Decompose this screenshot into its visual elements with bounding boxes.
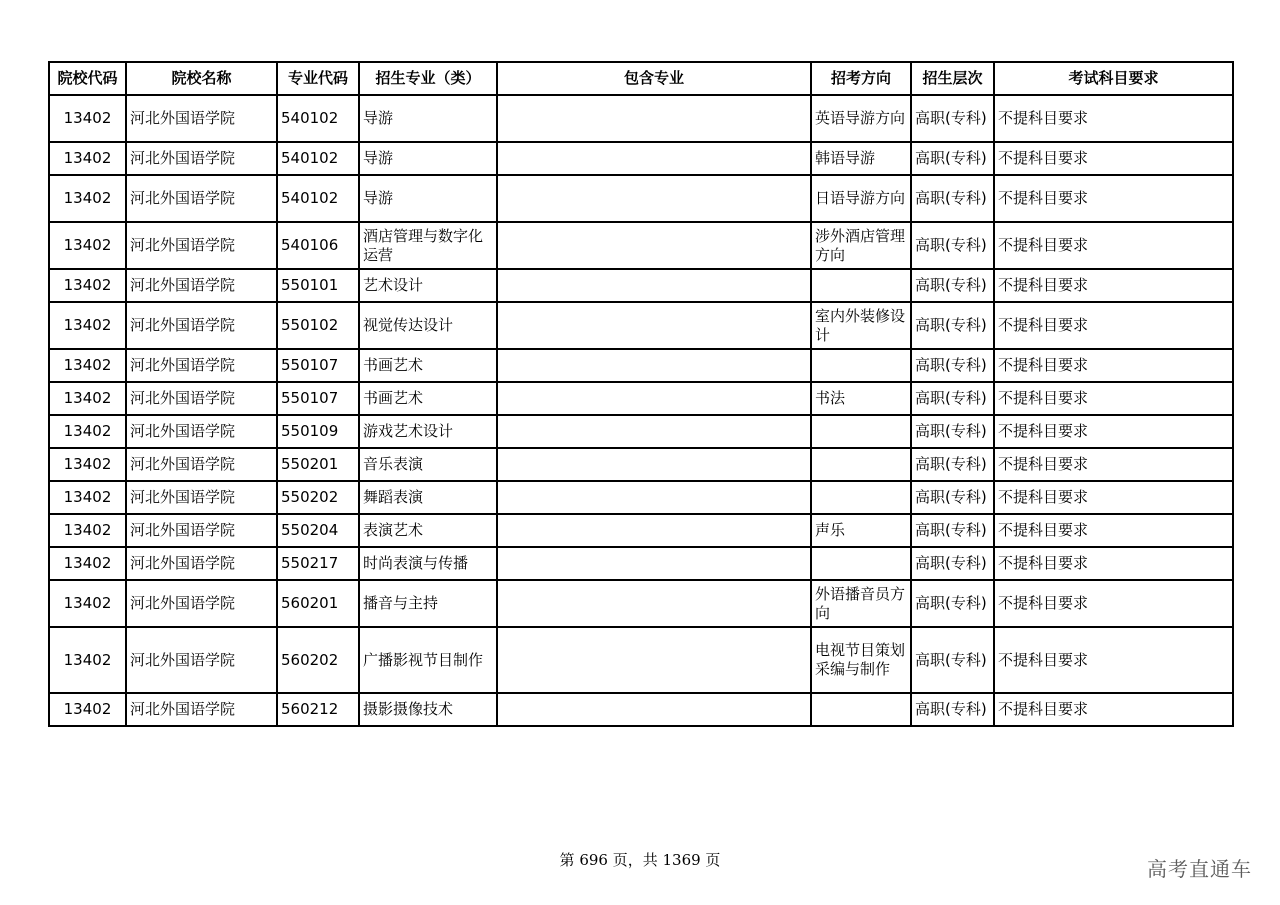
- cell-included-majors: [497, 547, 811, 580]
- cell-major: 表演艺术: [359, 514, 497, 547]
- table-body: [49, 95, 1233, 726]
- table-row: [49, 142, 1233, 175]
- header-direction: 招考方向: [811, 62, 911, 95]
- cell-direction: 外语播音员方向: [811, 580, 911, 627]
- cell-included-majors: [497, 627, 811, 693]
- table-row: [49, 448, 1233, 481]
- cell-included-majors: [497, 382, 811, 415]
- cell-major-code: 550101: [277, 269, 359, 302]
- admissions-table: [48, 61, 1234, 727]
- header-school-name: 院校名称: [126, 62, 277, 95]
- cell-major: 导游: [359, 142, 497, 175]
- page-number: 第 696 页，共 1369 页: [559, 851, 721, 869]
- cell-level: 高职(专科): [911, 382, 994, 415]
- cell-direction: [811, 547, 911, 580]
- cell-school-name: 河北外国语学院: [126, 349, 277, 382]
- cell-school-name: 河北外国语学院: [126, 481, 277, 514]
- table-row: [49, 627, 1233, 693]
- table-row: [49, 547, 1233, 580]
- cell-major: 播音与主持: [359, 580, 497, 627]
- cell-direction: [811, 415, 911, 448]
- cell-requirement: 不提科目要求: [994, 95, 1233, 142]
- cell-school-name: 河北外国语学院: [126, 382, 277, 415]
- cell-major: 酒店管理与数字化运营: [359, 222, 497, 269]
- header-requirement: 考试科目要求: [994, 62, 1233, 95]
- cell-requirement: 不提科目要求: [994, 382, 1233, 415]
- cell-requirement: 不提科目要求: [994, 142, 1233, 175]
- cell-school-name: 河北外国语学院: [126, 547, 277, 580]
- cell-requirement: 不提科目要求: [994, 349, 1233, 382]
- cell-school-name: 河北外国语学院: [126, 142, 277, 175]
- cell-school-name: 河北外国语学院: [126, 175, 277, 222]
- cell-school-code: 13402: [49, 627, 126, 693]
- cell-school-code: 13402: [49, 415, 126, 448]
- cell-requirement: 不提科目要求: [994, 415, 1233, 448]
- cell-requirement: 不提科目要求: [994, 302, 1233, 349]
- cell-school-code: 13402: [49, 142, 126, 175]
- cell-major-code: 540102: [277, 175, 359, 222]
- cell-direction: 声乐: [811, 514, 911, 547]
- cell-level: 高职(专科): [911, 547, 994, 580]
- cell-major-code: 550201: [277, 448, 359, 481]
- cell-major-code: 550202: [277, 481, 359, 514]
- watermark-text: 高考直通车: [1147, 857, 1252, 881]
- cell-level: 高职(专科): [911, 175, 994, 222]
- cell-level: 高职(专科): [911, 142, 994, 175]
- cell-school-code: 13402: [49, 349, 126, 382]
- header-major-code: 专业代码: [277, 62, 359, 95]
- cell-requirement: 不提科目要求: [994, 481, 1233, 514]
- cell-level: 高职(专科): [911, 627, 994, 693]
- cell-direction: 电视节目策划采编与制作: [811, 627, 911, 693]
- cell-school-name: 河北外国语学院: [126, 222, 277, 269]
- cell-school-code: 13402: [49, 514, 126, 547]
- cell-level: 高职(专科): [911, 222, 994, 269]
- table-row: [49, 415, 1233, 448]
- cell-major-code: 560202: [277, 627, 359, 693]
- cell-major-code: 550102: [277, 302, 359, 349]
- cell-included-majors: [497, 693, 811, 726]
- cell-level: 高职(专科): [911, 415, 994, 448]
- cell-major-code: 550109: [277, 415, 359, 448]
- cell-school-name: 河北外国语学院: [126, 693, 277, 726]
- table-row: [49, 580, 1233, 627]
- cell-major: 导游: [359, 175, 497, 222]
- cell-major-code: 550204: [277, 514, 359, 547]
- cell-major: 舞蹈表演: [359, 481, 497, 514]
- table-row: [49, 222, 1233, 269]
- cell-included-majors: [497, 95, 811, 142]
- cell-level: 高职(专科): [911, 349, 994, 382]
- cell-direction: [811, 448, 911, 481]
- cell-school-name: 河北外国语学院: [126, 448, 277, 481]
- cell-requirement: 不提科目要求: [994, 514, 1233, 547]
- cell-direction: [811, 269, 911, 302]
- cell-direction: 日语导游方向: [811, 175, 911, 222]
- cell-included-majors: [497, 415, 811, 448]
- cell-requirement: 不提科目要求: [994, 547, 1233, 580]
- header-level: 招生层次: [911, 62, 994, 95]
- table-row: [49, 481, 1233, 514]
- cell-school-code: 13402: [49, 175, 126, 222]
- cell-major: 广播影视节目制作: [359, 627, 497, 693]
- cell-school-code: 13402: [49, 382, 126, 415]
- table-header-row: [49, 62, 1233, 95]
- cell-direction: [811, 349, 911, 382]
- admissions-table-container: [48, 61, 1232, 727]
- cell-school-code: 13402: [49, 693, 126, 726]
- cell-direction: 英语导游方向: [811, 95, 911, 142]
- cell-included-majors: [497, 580, 811, 627]
- table-row: [49, 382, 1233, 415]
- cell-major: 视觉传达设计: [359, 302, 497, 349]
- cell-level: 高职(专科): [911, 269, 994, 302]
- cell-school-name: 河北外国语学院: [126, 302, 277, 349]
- cell-major: 游戏艺术设计: [359, 415, 497, 448]
- cell-level: 高职(专科): [911, 693, 994, 726]
- cell-level: 高职(专科): [911, 95, 994, 142]
- cell-major: 导游: [359, 95, 497, 142]
- cell-school-name: 河北外国语学院: [126, 269, 277, 302]
- cell-school-name: 河北外国语学院: [126, 514, 277, 547]
- cell-included-majors: [497, 448, 811, 481]
- cell-school-code: 13402: [49, 481, 126, 514]
- cell-school-code: 13402: [49, 95, 126, 142]
- cell-school-name: 河北外国语学院: [126, 415, 277, 448]
- cell-major: 摄影摄像技术: [359, 693, 497, 726]
- table-row: [49, 95, 1233, 142]
- cell-major: 音乐表演: [359, 448, 497, 481]
- table-row: [49, 302, 1233, 349]
- cell-direction: [811, 481, 911, 514]
- cell-school-code: 13402: [49, 547, 126, 580]
- cell-direction: 涉外酒店管理方向: [811, 222, 911, 269]
- cell-requirement: 不提科目要求: [994, 693, 1233, 726]
- table-row: [49, 269, 1233, 302]
- cell-direction: 书法: [811, 382, 911, 415]
- cell-included-majors: [497, 269, 811, 302]
- table-row: [49, 349, 1233, 382]
- cell-included-majors: [497, 302, 811, 349]
- cell-requirement: 不提科目要求: [994, 175, 1233, 222]
- table-row: [49, 175, 1233, 222]
- cell-major: 艺术设计: [359, 269, 497, 302]
- cell-requirement: 不提科目要求: [994, 627, 1233, 693]
- table-row: [49, 514, 1233, 547]
- cell-major-code: 550107: [277, 382, 359, 415]
- cell-requirement: 不提科目要求: [994, 222, 1233, 269]
- cell-major: 书画艺术: [359, 349, 497, 382]
- cell-included-majors: [497, 142, 811, 175]
- cell-school-code: 13402: [49, 448, 126, 481]
- cell-major-code: 560212: [277, 693, 359, 726]
- cell-direction: [811, 693, 911, 726]
- cell-school-code: 13402: [49, 302, 126, 349]
- cell-level: 高职(专科): [911, 448, 994, 481]
- cell-level: 高职(专科): [911, 481, 994, 514]
- cell-level: 高职(专科): [911, 514, 994, 547]
- cell-major: 书画艺术: [359, 382, 497, 415]
- cell-included-majors: [497, 514, 811, 547]
- table-row: [49, 693, 1233, 726]
- cell-school-name: 河北外国语学院: [126, 580, 277, 627]
- cell-school-code: 13402: [49, 222, 126, 269]
- cell-level: 高职(专科): [911, 580, 994, 627]
- cell-requirement: 不提科目要求: [994, 269, 1233, 302]
- header-included-majors: 包含专业: [497, 62, 811, 95]
- cell-school-code: 13402: [49, 580, 126, 627]
- cell-major-code: 540106: [277, 222, 359, 269]
- cell-direction: 韩语导游: [811, 142, 911, 175]
- cell-included-majors: [497, 481, 811, 514]
- cell-level: 高职(专科): [911, 302, 994, 349]
- cell-major-code: 550217: [277, 547, 359, 580]
- cell-included-majors: [497, 175, 811, 222]
- cell-major-code: 560201: [277, 580, 359, 627]
- cell-included-majors: [497, 349, 811, 382]
- cell-major-code: 540102: [277, 142, 359, 175]
- cell-requirement: 不提科目要求: [994, 580, 1233, 627]
- cell-direction: 室内外装修设计: [811, 302, 911, 349]
- header-school-code: 院校代码: [49, 62, 126, 95]
- header-major: 招生专业（类）: [359, 62, 497, 95]
- cell-major-code: 540102: [277, 95, 359, 142]
- cell-school-name: 河北外国语学院: [126, 627, 277, 693]
- cell-major: 时尚表演与传播: [359, 547, 497, 580]
- cell-school-code: 13402: [49, 269, 126, 302]
- cell-included-majors: [497, 222, 811, 269]
- cell-major-code: 550107: [277, 349, 359, 382]
- cell-requirement: 不提科目要求: [994, 448, 1233, 481]
- cell-school-name: 河北外国语学院: [126, 95, 277, 142]
